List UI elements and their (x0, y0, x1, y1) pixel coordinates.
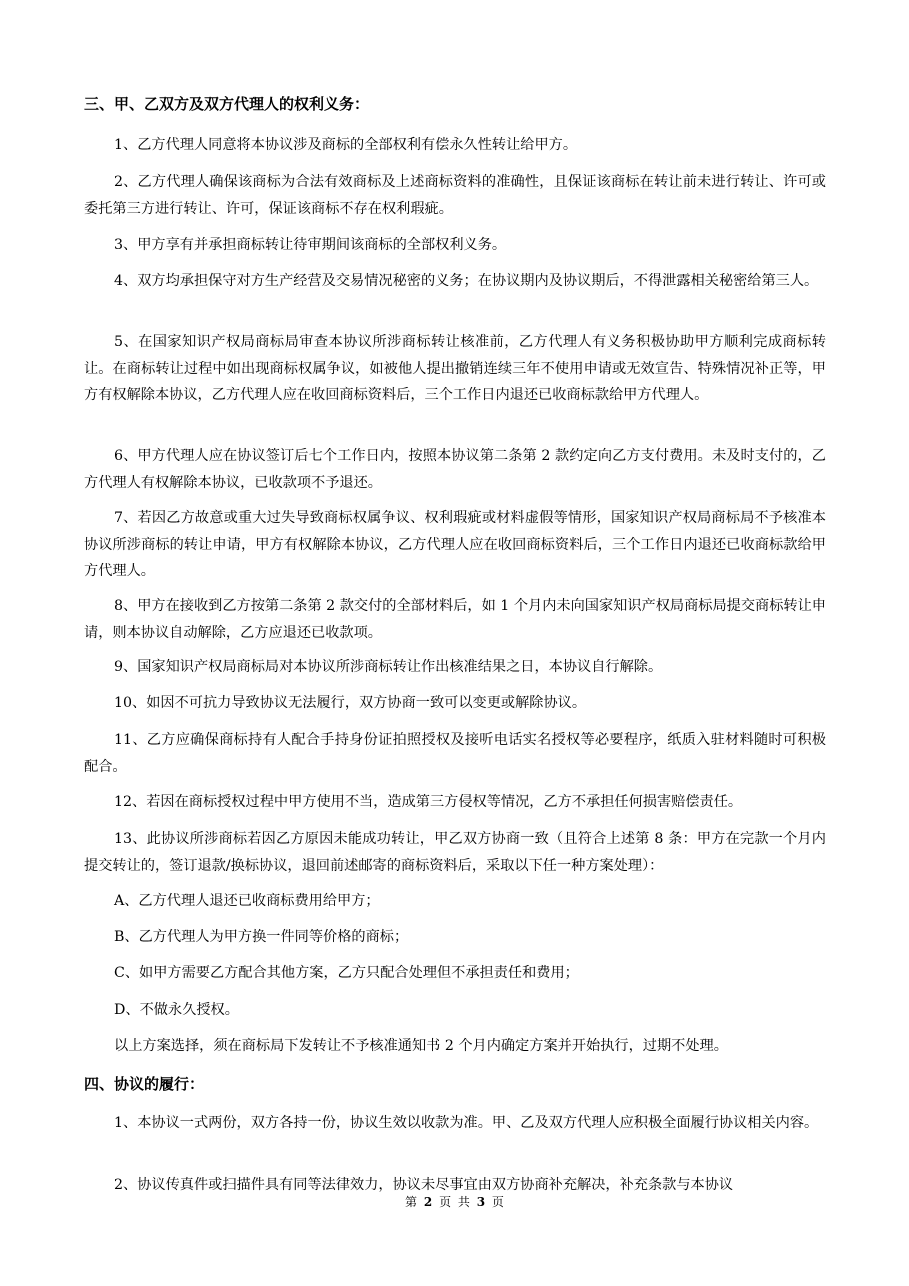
section-3-item-9: 9、国家知识产权局商标局对本协议所涉商标转让作出核准结果之日，本协议自行解除。 (114, 659, 663, 675)
section-3-option-c: C、如甲方需要乙方配合其他方案，乙方只配合处理但不承担责任和费用； (114, 965, 579, 981)
page-footer (0, 1194, 909, 1210)
section-4-item-1: 1、本协议一式两份，双方各持一份，协议生效以收款为准。甲、乙及双方代理人应积极全面履行协议相关内容。 (114, 1115, 819, 1131)
footer-middle: 页 共 (439, 1195, 470, 1209)
section-3-item-5: 5、在国家知识产权局商标局审查本协议所涉商标转让核准前，乙方代理人有义务积极协助甲方顺利完成商标转让。在商标转让过程中如出现商标权属争议，如被他人提出撤销连续三年不使用申请或无效宣告、特殊情况补正等，甲方有权解除本协议，乙方代理人应在收回商标资料后，三个工作日内退还已收商标款给甲方代理人。 (84, 334, 826, 403)
footer-prefix: 第 (405, 1195, 418, 1209)
section-3-item-10: 10、如因不可抗力导致协议无法履行，双方协商一致可以变更或解除协议。 (114, 695, 587, 711)
section-3-item-4: 4、双方均承担保守对方生产经营及交易情况秘密的义务；在协议期内及协议期后，不得泄露相关秘密给第三人。 (114, 273, 819, 289)
section-3-item-6: 6、甲方代理人应在协议签订后七个工作日内，按照本协议第二条第 2 款约定向乙方支付费用。未及时支付的，乙方代理人有权解除本协议，已收款项不予退还。 (84, 448, 826, 491)
section-3-option-a: A、乙方代理人退还已收商标费用给甲方； (114, 893, 380, 909)
section-3-item-7: 7、若因乙方故意或重大过失导致商标权属争议、权利瑕疵或材料虚假等情形，国家知识产权局商标局不予核准本协议所涉商标的转让申请，甲方有权解除本协议，乙方代理人应在收回商标资料后，三个工作日内退还已收商标款给甲方代理人。 (84, 510, 826, 579)
section-3-option-b: B、乙方代理人为甲方换一件同等价格的商标； (114, 929, 409, 945)
section-4-heading: 四、协议的履行： (84, 1075, 205, 1093)
footer-total-pages: 3 (476, 1195, 486, 1209)
footer-suffix: 页 (491, 1195, 504, 1209)
section-3-item-1: 1、乙方代理人同意将本协议涉及商标的全部权利有偿永久性转让给甲方。 (114, 137, 578, 153)
section-3-item-3: 3、甲方享有并承担商标转让待审期间该商标的全部权利义务。 (114, 237, 507, 253)
section-4-item-2: 2、协议传真件或扫描件具有同等法律效力，协议未尽事宜由双方协商补充解决，补充条款与本协议 (114, 1177, 734, 1193)
section-3-item-12: 12、若因在商标授权过程中甲方使用不当，造成第三方侵权等情况，乙方不承担任何损害赔偿责任。 (114, 794, 743, 810)
section-3-option-d: D、不做永久授权。 (114, 1002, 239, 1018)
section-3-heading: 三、甲、乙双方及双方代理人的权利义务： (84, 95, 370, 113)
section-3-item-13: 13、此协议所涉商标若因乙方原因未能成功转让，甲乙双方协商一致（且符合上述第 8 条：甲方在完款一个月内提交转让的，签订退款/换标协议，退回前述邮寄的商标资料后，采取以下任一种方案处理）： (84, 831, 826, 874)
section-3-item-11: 11、乙方应确保商标持有人配合手持身份证拍照授权及接听电话实名授权等必要程序，纸质入驻材料随时可积极配合。 (84, 732, 826, 775)
section-3-item-2: 2、乙方代理人确保该商标为合法有效商标及上述商标资料的准确性，且保证该商标在转让前未进行转让、许可或委托第三方进行转让、许可，保证该商标不存在权利瑕疵。 (84, 174, 826, 217)
section-3-item-8: 8、甲方在接收到乙方按第二条第 2 款交付的全部材料后，如 1 个月内未向国家知识产权局商标局提交商标转让申请，则本协议自动解除，乙方应退还已收款项。 (84, 598, 826, 641)
section-3-closing-note: 以上方案选择，须在商标局下发转让不予核准通知书 2 个月内确定方案并开始执行，过期不处理。 (114, 1038, 728, 1054)
footer-current-page: 2 (423, 1195, 433, 1209)
